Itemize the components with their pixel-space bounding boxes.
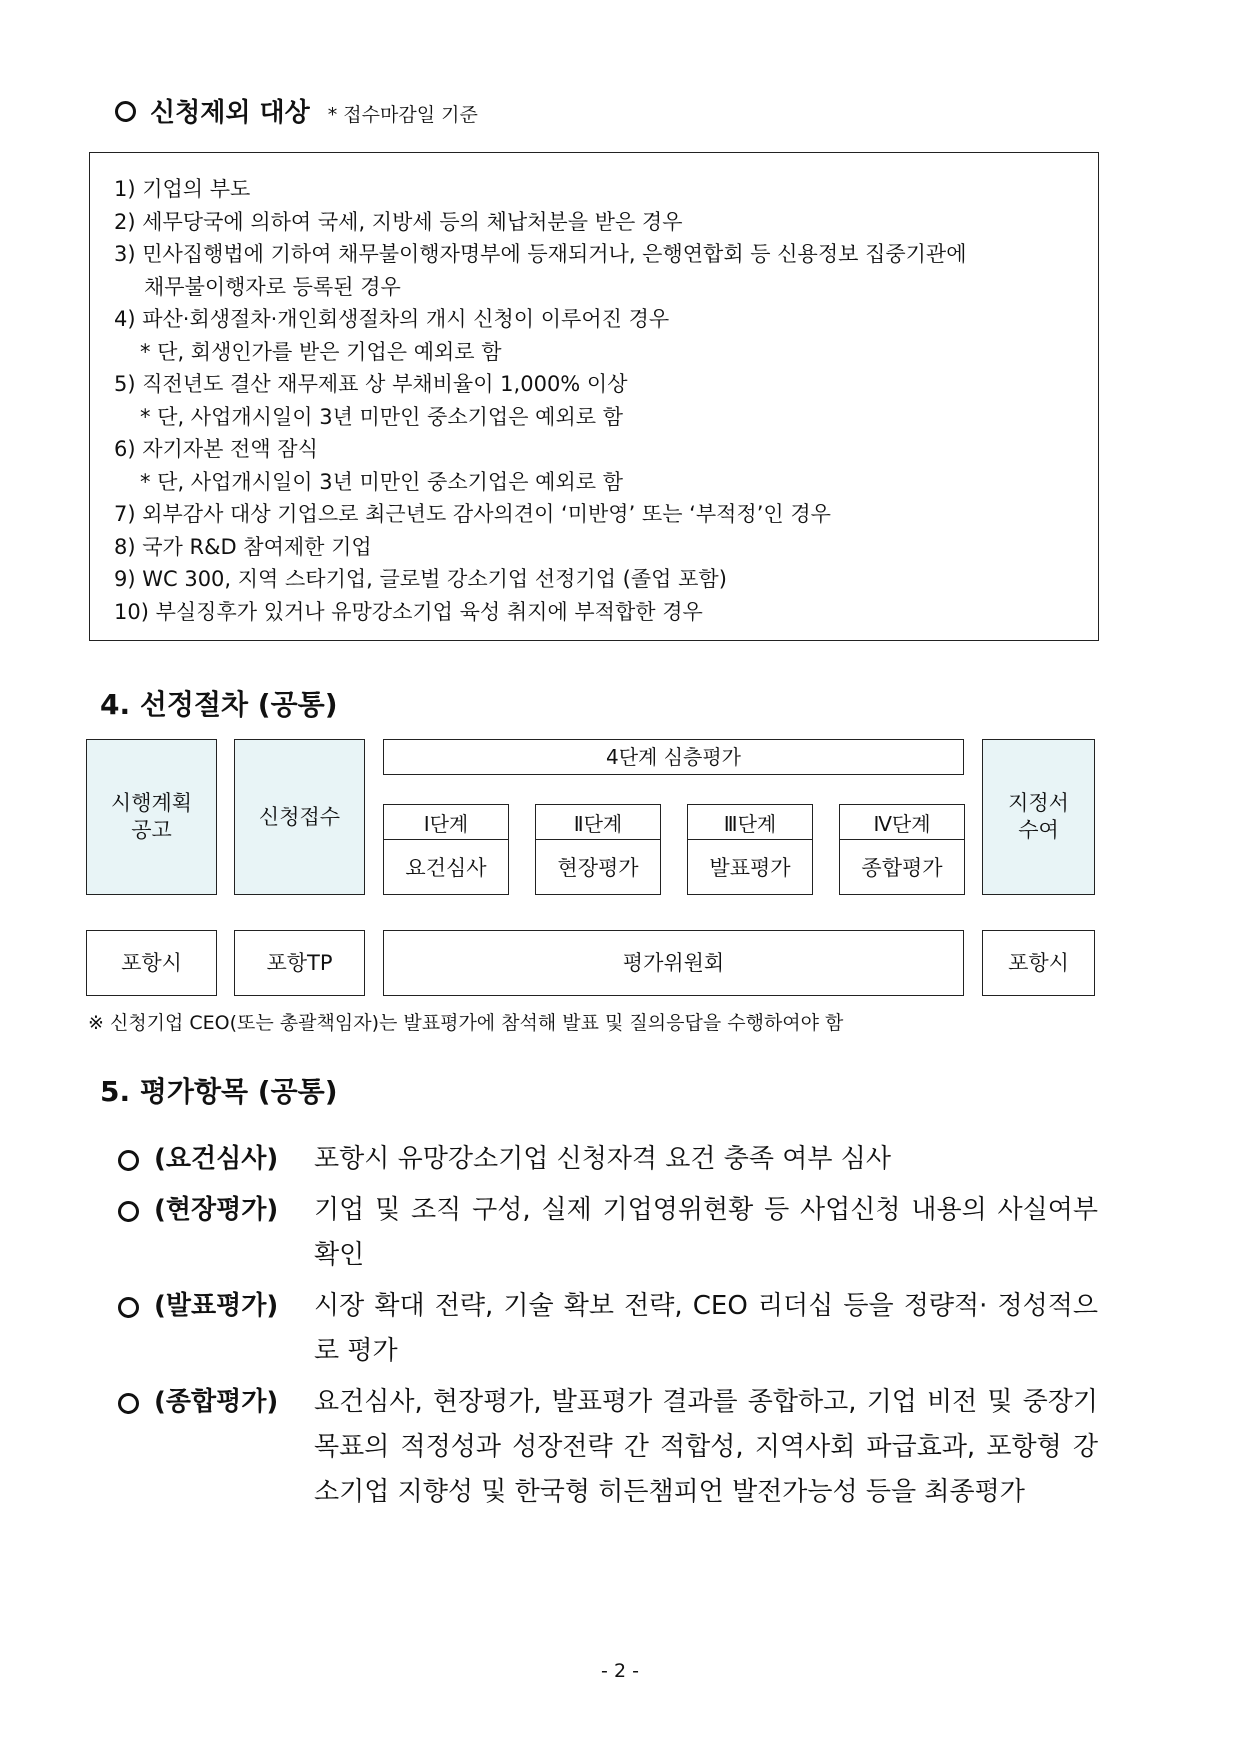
- owner-1: 포항시: [86, 930, 217, 996]
- stage-4-desc: 종합평가: [861, 856, 943, 880]
- owner-3: 평가위원회: [383, 930, 964, 996]
- eval-item-3: [118, 1284, 1098, 1374]
- page-number: - 2 -: [601, 1660, 639, 1682]
- eval-header: 4단계 심층평가: [383, 739, 964, 775]
- section4-title: 4. 선정절차 (공통): [100, 688, 338, 721]
- exclusion-item: 2) 세무당국에 의하여 국세, 지방세 등의 체납처분을 받은 경우: [114, 209, 683, 234]
- eval-item-4: [118, 1380, 1098, 1560]
- eval-item-label: (발표평가): [154, 1291, 279, 1321]
- exclusion-item: 6) 자기자본 전액 잠식: [114, 437, 318, 461]
- stage-1-desc: 요건심사: [405, 856, 487, 880]
- exclusion-item: 7) 외부감사 대상 기업으로 최근년도 감사의견이 ‘미반영’ 또는 ‘부적정’인 경우: [114, 502, 831, 526]
- exclusion-item: 10) 부실징후가 있거나 유망강소기업 육성 취지에 부적합한 경우: [114, 599, 703, 624]
- section5-title: 5. 평가항목 (공통): [100, 1075, 338, 1108]
- stage-1-name: Ⅰ단계: [384, 805, 508, 840]
- exclusion-note: * 단, 회생인가를 받은 기업은 예외로 함: [140, 339, 502, 364]
- circle-bullet-icon: [118, 1297, 139, 1318]
- stage-3-name: Ⅲ단계: [688, 805, 812, 840]
- exclusion-item: 9) WC 300, 지역 스타기업, 글로벌 강소기업 선정기업 (졸업 포함): [114, 567, 727, 591]
- exclusion-note: * 단, 사업개시일이 3년 미만인 중소기업은 예외로 함: [140, 469, 623, 494]
- owner-4: 포항시: [982, 930, 1095, 996]
- stage-4: [839, 804, 965, 895]
- exclusion-item: 3) 민사집행법에 기하여 채무불이행자명부에 등재되거나, 은행연합회 등 신용정보 집중기관에: [114, 242, 967, 266]
- eval-item-label: (현장평가): [154, 1195, 279, 1225]
- eval-item-text: 포항시 유망강소기업 신청자격 요건 충족 여부 심사: [314, 1144, 892, 1174]
- exclusion-box: [89, 152, 1099, 641]
- exclusion-heading: [115, 92, 478, 129]
- stage-2-desc: 현장평가: [557, 856, 639, 880]
- exclusion-item-continued: 채무불이행자로 등록된 경우: [144, 274, 401, 299]
- circle-bullet-icon: [118, 1150, 139, 1171]
- stage-2-name: Ⅱ단계: [536, 805, 660, 840]
- eval-item-text: 요건심사, 현장평가, 발표평가 결과를 종합하고, 기업 비전 및 중장기 목표의 적정성과 성장전략 간 적합성, 지역사회 파급효과, 포항형 강소기업 지향성 및 한국형 히든챔피언 발전가능성 등을 최종평가: [314, 1387, 1098, 1507]
- eval-item-1: [118, 1137, 1098, 1182]
- exclusion-item: 8) 국가 R&D 참여제한 기업: [114, 534, 372, 559]
- stage-2: [535, 804, 661, 895]
- eval-item-label: (종합평가): [154, 1387, 279, 1417]
- circle-bullet-icon: [118, 1201, 139, 1222]
- eval-item-text: 기업 및 조직 구성, 실제 기업영위현황 등 사업신청 내용의 사실여부 확인: [314, 1195, 1098, 1270]
- exclusion-title: 신청제외 대상: [150, 98, 310, 128]
- step-application: 신청접수: [234, 739, 365, 895]
- circle-bullet-icon: [118, 1393, 139, 1414]
- exclusion-subtitle: * 접수마감일 기준: [327, 104, 478, 126]
- stage-3: [687, 804, 813, 895]
- exclusion-list: [114, 173, 967, 628]
- eval-item-2: [118, 1188, 1098, 1278]
- process-footnote: ※ 신청기업 CEO(또는 총괄책임자)는 발표평가에 참석해 발표 및 질의응답을 수행하여야 함: [88, 1012, 844, 1034]
- exclusion-item: 5) 직전년도 결산 재무제표 상 부채비율이 1,000% 이상: [114, 372, 628, 396]
- eval-item-text: 시장 확대 전략, 기술 확보 전략, CEO 리더십 등을 정량적· 정성적으로 평가: [314, 1291, 1098, 1366]
- stage-1: [383, 804, 509, 895]
- step-designation: 지정서 수여: [982, 739, 1095, 895]
- exclusion-item: 1) 기업의 부도: [114, 177, 251, 201]
- exclusion-item: 4) 파산·회생절차·개인회생절차의 개시 신청이 이루어진 경우: [114, 307, 670, 331]
- stage-4-name: Ⅳ단계: [840, 805, 964, 840]
- circle-bullet-icon: [115, 101, 136, 122]
- exclusion-note: * 단, 사업개시일이 3년 미만인 중소기업은 예외로 함: [140, 404, 623, 429]
- stage-3-desc: 발표평가: [709, 856, 791, 880]
- owner-2: 포항TP: [234, 930, 365, 996]
- step-announcement: 시행계획 공고: [86, 739, 217, 895]
- eval-item-label: (요건심사): [154, 1144, 279, 1174]
